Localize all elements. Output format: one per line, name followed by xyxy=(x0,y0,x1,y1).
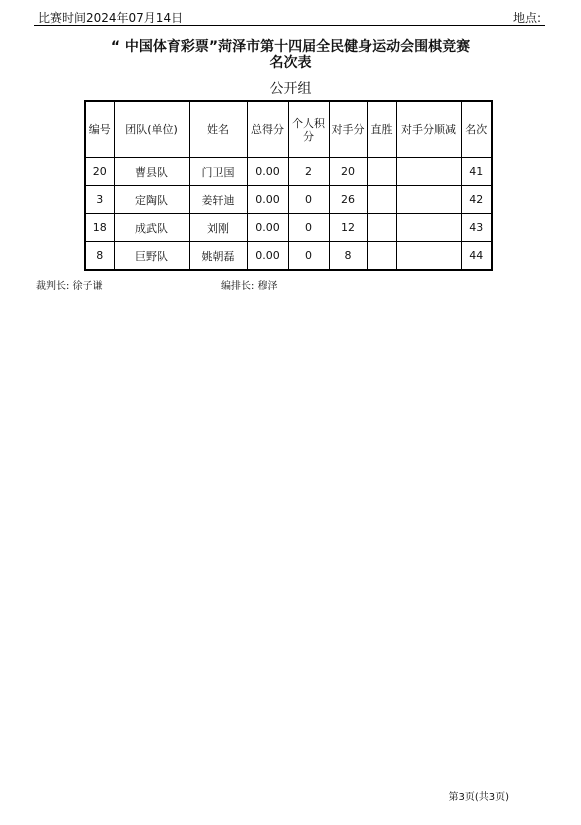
cell-direct-win xyxy=(367,214,396,242)
cell-total: 0.00 xyxy=(247,214,288,242)
col-header-team: 团队(单位) xyxy=(114,101,189,158)
ranking-table xyxy=(84,100,493,271)
cell-direct-win xyxy=(367,158,396,186)
table-row xyxy=(85,158,492,186)
cell-personal-points: 0 xyxy=(288,214,329,242)
cell-id: 20 xyxy=(85,158,114,186)
col-header-total: 总得分 xyxy=(247,101,288,158)
table-row xyxy=(85,242,492,271)
col-header-rank: 名次 xyxy=(461,101,492,158)
cell-personal-points: 2 xyxy=(288,158,329,186)
header-divider xyxy=(34,25,545,26)
cell-direct-win xyxy=(367,242,396,271)
cell-team: 成武队 xyxy=(114,214,189,242)
cell-id: 8 xyxy=(85,242,114,271)
col-header-direct-win: 直胜 xyxy=(367,101,396,158)
col-header-personal-points: 个人积分 xyxy=(288,101,329,158)
cell-total: 0.00 xyxy=(247,242,288,271)
cell-personal-points: 0 xyxy=(288,186,329,214)
match-time: 比赛时间2024年07月14日 xyxy=(38,11,184,25)
col-header-id: 编号 xyxy=(85,101,114,158)
cell-total: 0.00 xyxy=(247,158,288,186)
group-label: 公开组 xyxy=(269,81,312,97)
cell-opponent-score: 12 xyxy=(329,214,367,242)
chief-scheduler: 编排长: 穆泽 xyxy=(221,281,278,292)
cell-opponent-cut xyxy=(396,242,461,271)
table-header-row xyxy=(85,101,492,158)
cell-opponent-score: 26 xyxy=(329,186,367,214)
location-label: 地点: xyxy=(512,11,541,25)
cell-opponent-cut xyxy=(396,186,461,214)
col-header-name: 姓名 xyxy=(189,101,247,158)
cell-name: 门卫国 xyxy=(189,158,247,186)
col-header-opponent-score: 对手分 xyxy=(329,101,367,158)
page-subtitle: 名次表 xyxy=(269,55,312,71)
cell-total: 0.00 xyxy=(247,186,288,214)
cell-team: 曹县队 xyxy=(114,158,189,186)
cell-id: 3 xyxy=(85,186,114,214)
page-number: 第3页(共3页) xyxy=(448,792,509,803)
cell-opponent-score: 8 xyxy=(329,242,367,271)
col-header-opponent-cut: 对手分顺减 xyxy=(396,101,461,158)
chief-referee: 裁判长: 徐子谦 xyxy=(36,281,103,292)
cell-name: 姚朝磊 xyxy=(189,242,247,271)
cell-name: 刘刚 xyxy=(189,214,247,242)
cell-personal-points: 0 xyxy=(288,242,329,271)
cell-opponent-cut xyxy=(396,158,461,186)
cell-name: 姜轩迪 xyxy=(189,186,247,214)
cell-rank: 42 xyxy=(461,186,492,214)
cell-rank: 41 xyxy=(461,158,492,186)
cell-rank: 43 xyxy=(461,214,492,242)
cell-team: 定陶队 xyxy=(114,186,189,214)
cell-rank: 44 xyxy=(461,242,492,271)
cell-id: 18 xyxy=(85,214,114,242)
cell-direct-win xyxy=(367,186,396,214)
cell-opponent-score: 20 xyxy=(329,158,367,186)
table-row xyxy=(85,186,492,214)
page-title: “ 中国体育彩票”菏泽市第十四届全民健身运动会围棋竞赛 xyxy=(110,39,471,55)
table-row xyxy=(85,214,492,242)
cell-team: 巨野队 xyxy=(114,242,189,271)
cell-opponent-cut xyxy=(396,214,461,242)
